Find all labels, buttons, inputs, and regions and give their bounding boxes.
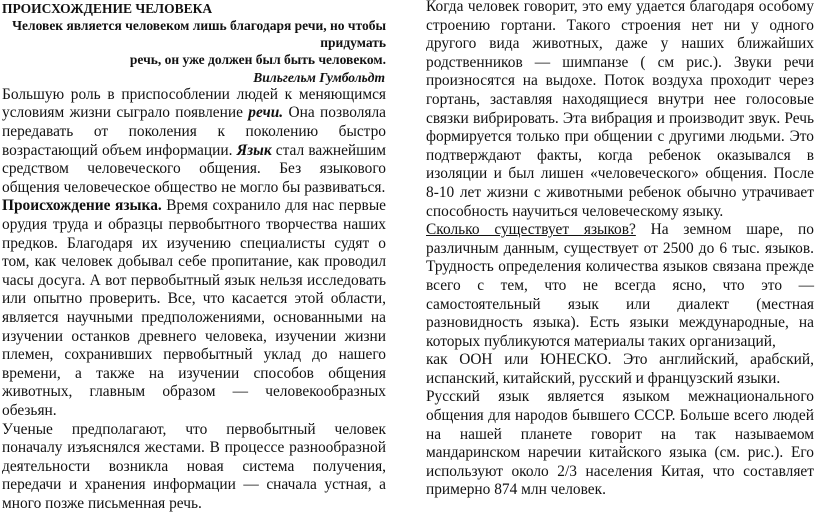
left-paragraph-2 bbox=[2, 197, 386, 420]
page-title: ПРОИСХОЖДЕНИЕ ЧЕЛОВЕКА bbox=[2, 1, 386, 17]
left-paragraph-1 bbox=[2, 86, 386, 198]
section-heading-how-many: Сколько существует языков? bbox=[426, 221, 636, 238]
section-heading-origin: Происхождение языка. bbox=[2, 197, 162, 214]
text-run: Время сохранило для нас первые орудия труда и образцы первобытного творчества наших предков. Благодаря их изучению специалисты судят о том, как человек добывал себе пропитание, как проводил часы досуга. А вот первобытный язык нельзя исследовать или опытно проверить. Все, что касается этой области, является научными предположениями, основанными на изучении останков древнего человека, изучении жизни племен, сохранивших первобытный уклад до нашего времени, а также на изучении способов общения животных, главным образом — человекообразных обезьян. bbox=[2, 197, 386, 419]
text-run: стал важнейшим средством человеческого общения. Без языкового общения человеческое общество не могло бы развиваться. bbox=[2, 142, 386, 196]
epigraph-line-1: Человек является человеком лишь благодаря речи, но чтобы придумать bbox=[2, 17, 386, 51]
epigraph-author: Вильгельм Гумбольдт bbox=[2, 69, 385, 86]
left-paragraph-3: Ученые предполагают, что первобытный человек поначалу изъяснялся жестами. В процессе разнообразной деятельности возникла новая система получения, передачи и хранения информации — сначала устная, а много позже письменная речь. bbox=[2, 421, 386, 513]
right-column bbox=[426, 0, 814, 500]
text-run: Она позволяла передавать от поколения к поколению быстро возрастающий объем информации. bbox=[2, 104, 386, 158]
text-run: Большую роль в приспособлении людей к меняющимся условиям жизни сыграло появление bbox=[2, 86, 386, 122]
right-paragraph-3: Русский язык является языком межнационального общения для народов бывшего СССР. Больше всего людей на нашей планете говорит на так называемом мандаринском наречии китайского языка (см. рис.). Его используют около 2/3 населения Китая, что составляет примерно 874 млн человек. bbox=[426, 388, 814, 500]
right-paragraph-2-tail: как ООН или ЮНЕСКО. Это английский, арабский, испанский, китайский, русский и французский языки. bbox=[426, 351, 814, 388]
right-paragraph-1: Когда человек говорит, это ему удается благодаря особому строению гортани. Такого строения нет ни у одного другого вида животных, даже у наших ближайших родственников — шимпанзе ( см рис.). Звуки речи произносятся на выдохе. Поток воздуха проходит через гортань, заставляя находящиеся внутри нее голосовые связки вибрировать. Эта вибрация и производит звук. Речь формируется только при общении с другими людьми. Это подтверждают факты, когда ребенок оказывался в изоляции и был лишен «человеческого» общения. После 8-10 лет жизни с животными ребенок обычно утрачивает способность научиться человеческому языку. bbox=[426, 0, 814, 221]
term-speech: речи. bbox=[248, 104, 283, 121]
left-column bbox=[2, 0, 386, 513]
text-run: На земном шаре, по различным данным, существует от 2500 до 6 тыс. языков. Трудность определения количества языков связана прежде всего с тем, что не всегда ясно, что это — самостоятельный язык или диалект (местная разновидность языка). Есть языки международные, на которых публикуются материалы таких организаций, bbox=[426, 221, 814, 350]
right-paragraph-2 bbox=[426, 221, 814, 351]
epigraph-line-2: речь, он уже должен был быть человеком. bbox=[2, 51, 386, 68]
term-language: Язык bbox=[237, 142, 272, 159]
